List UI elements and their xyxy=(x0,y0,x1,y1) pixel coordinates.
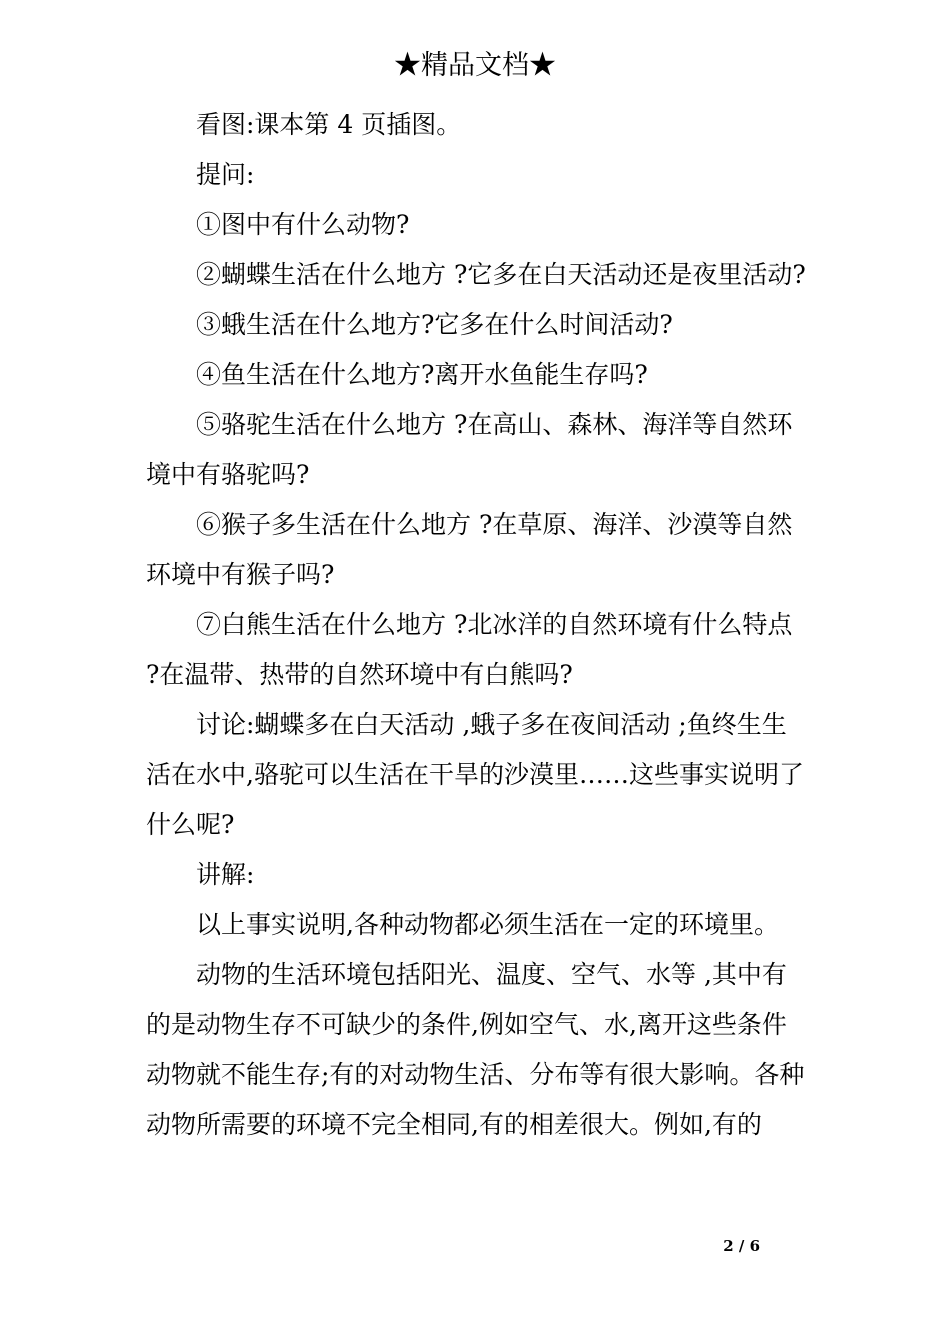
paragraph-explanation-1: 以上事实说明,各种动物都必须生活在一定的环境里。 xyxy=(196,910,779,939)
paragraph-explanation-2: 动物的生活环境包括阳光、温度、空气、水等 ,其中有的是动物生存不可缺少的条件,例如空气、水,离开这些条件动物就不能生存;有的对动物生活、分布等有很大影响。各种动物所需要的环境不完全相同,有的相差很大。例如,有的 xyxy=(146,960,805,1139)
page-header: ★精品文档★ xyxy=(394,50,556,81)
paragraph-question-2: ②蝴蝶生活在什么地方 ?它多在白天活动还是夜里活动? xyxy=(196,260,806,289)
paragraph-question-3: ③蛾生活在什么地方?它多在什么时间活动? xyxy=(196,310,673,339)
paragraph-explanation-heading: 讲解: xyxy=(196,860,255,889)
paragraph-question-7: ⑦白熊生活在什么地方 ?北冰洋的自然环境有什么特点 ?在温带、热带的自然环境中有白熊吗? xyxy=(146,610,801,689)
paragraph-question-4: ④鱼生活在什么地方?离开水鱼能生存吗? xyxy=(196,360,648,389)
page-number: 2 / 6 xyxy=(723,1237,760,1255)
paragraph-question-1: ①图中有什么动物? xyxy=(196,210,410,239)
document-body xyxy=(146,100,810,1150)
paragraph-look-at-picture: 看图:课本第 4 页插图。 xyxy=(196,110,462,139)
paragraph-question-6: ⑥猴子多生活在什么地方 ?在草原、海洋、沙漠等自然环境中有猴子吗? xyxy=(146,510,793,589)
paragraph-question-5: ⑤骆驼生活在什么地方 ?在高山、森林、海洋等自然环境中有骆驼吗? xyxy=(146,410,793,489)
paragraph-questions-heading: 提问: xyxy=(196,160,255,189)
paragraph-discussion: 讨论:蝴蝶多在白天活动 ,蛾子多在夜间活动 ;鱼终生生活在水中,骆驼可以生活在干旱的沙漠里……这些事实说明了什么呢? xyxy=(146,710,804,839)
